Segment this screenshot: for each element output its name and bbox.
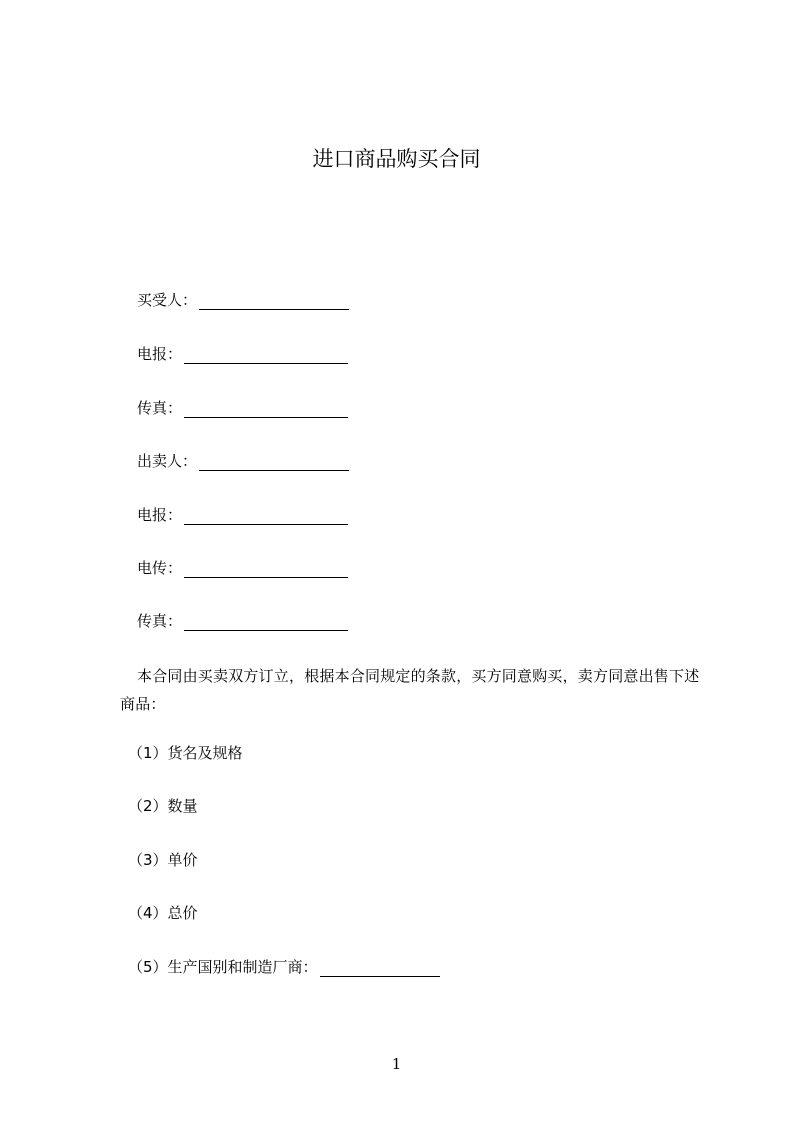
document-title: 进口商品购买合同 [312, 147, 481, 171]
blank-line[interactable] [199, 454, 349, 471]
field-seller-fax [137, 611, 348, 631]
field-buyer-fax [137, 398, 348, 418]
blank-line[interactable] [184, 614, 348, 631]
item-unit-price: （3）单价 [128, 851, 198, 869]
field-seller [137, 451, 349, 471]
field-seller-telegram [137, 505, 348, 525]
item-name-spec: （1）货名及规格 [128, 744, 243, 762]
blank-line[interactable] [184, 561, 348, 578]
field-label: 传真： [137, 399, 183, 417]
item-origin-manufacturer [128, 957, 440, 977]
field-label: 出卖人： [137, 452, 198, 470]
field-buyer-telegram [137, 344, 348, 364]
field-label: 传真： [137, 612, 183, 630]
blank-line[interactable] [199, 293, 349, 310]
field-seller-telex [137, 558, 348, 578]
field-label: 电传： [137, 559, 183, 577]
field-buyer [137, 290, 349, 310]
field-label: 电报： [137, 345, 183, 363]
item-quantity: （2）数量 [128, 797, 198, 815]
blank-line[interactable] [184, 401, 348, 418]
intro-paragraph: 本合同由买卖双方订立，根据本合同规定的条款，买方同意购买，卖方同意出售下述商品： [120, 667, 700, 713]
item-total-price: （4）总价 [128, 904, 198, 922]
blank-line[interactable] [320, 960, 440, 977]
blank-line[interactable] [184, 347, 348, 364]
item-label: （5）生产国别和制造厂商： [128, 958, 318, 976]
field-label: 电报： [137, 506, 183, 524]
blank-line[interactable] [184, 508, 348, 525]
field-label: 买受人： [137, 291, 198, 309]
page-number: 1 [391, 1055, 402, 1073]
